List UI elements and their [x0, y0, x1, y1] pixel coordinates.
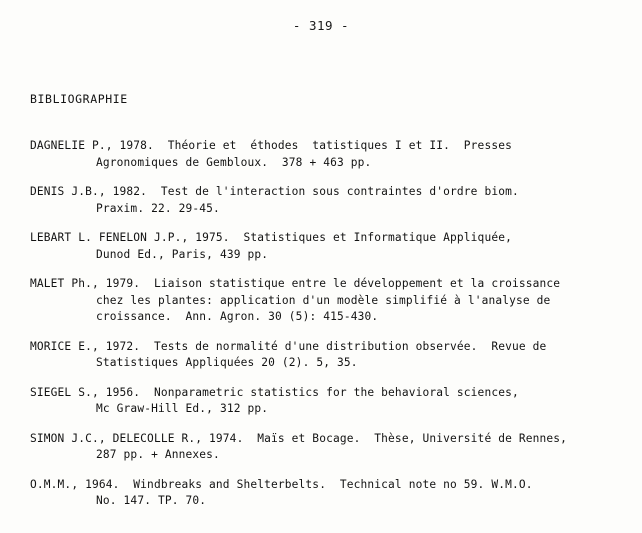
entry-line: DENIS J.B., 1982. Test de l'interaction sous contraintes d'ordre biom. [30, 185, 519, 198]
bibliography-entry [30, 184, 615, 217]
entry-line: O.M.M., 1964. Windbreaks and Shelterbelts. Technical note no 59. W.M.O. [30, 477, 533, 491]
entry-line: MORICE E., 1972. Tests de normalité d'une distribution observée. Revue de [30, 339, 547, 353]
bibliography-entry [30, 431, 615, 464]
entry-line: chez les plantes: application d'un modèle simplifié à l'analyse de [96, 293, 551, 307]
entry-line: Praxim. 22. 29-45. [96, 201, 220, 215]
entry-line: SIEGEL S., 1956. Nonparametric statistics for the behavioral sciences, [30, 385, 519, 399]
entry-line: SIMON J.C., DELECOLLE R., 1974. Maïs et Bocage. Thèse, Université de Rennes, [30, 431, 568, 445]
bibliography-entry [30, 385, 615, 418]
page-number: - 319 - [292, 18, 350, 33]
entry-line: LEBART L. FENELON J.P., 1975. Statistiques et Informatique Appliquée, [30, 231, 512, 244]
entry-line: Statistiques Appliquées 20 (2). 5, 35. [96, 356, 358, 369]
section-heading: BIBLIOGRAPHIE [30, 92, 128, 106]
entry-line: croissance. Ann. Agron. 30 (5): 415-430. [96, 310, 379, 323]
entry-line: Agronomiques de Gembloux. 378 + 463 pp. [96, 155, 372, 169]
bibliography-entry [30, 477, 615, 510]
bibliography-entry [30, 138, 615, 171]
bibliography-entry [30, 230, 615, 263]
entry-line: Dunod Ed., Paris, 439 pp. [96, 247, 269, 261]
bibliography-entry [30, 276, 615, 326]
entry-line: Mc Graw-Hill Ed., 312 pp. [96, 402, 269, 415]
entry-line: MALET Ph., 1979. Liaison statistique entre le développement et la croissance [30, 277, 561, 290]
bibliography-entry [30, 339, 615, 372]
entry-line: DAGNELIE P., 1978. Théorie et éthodes tatistiques I et II. Presses [30, 139, 512, 152]
entry-line: 287 pp. + Annexes. [96, 448, 220, 461]
bibliography-list [30, 138, 615, 523]
entry-line: No. 147. TP. 70. [96, 494, 207, 507]
